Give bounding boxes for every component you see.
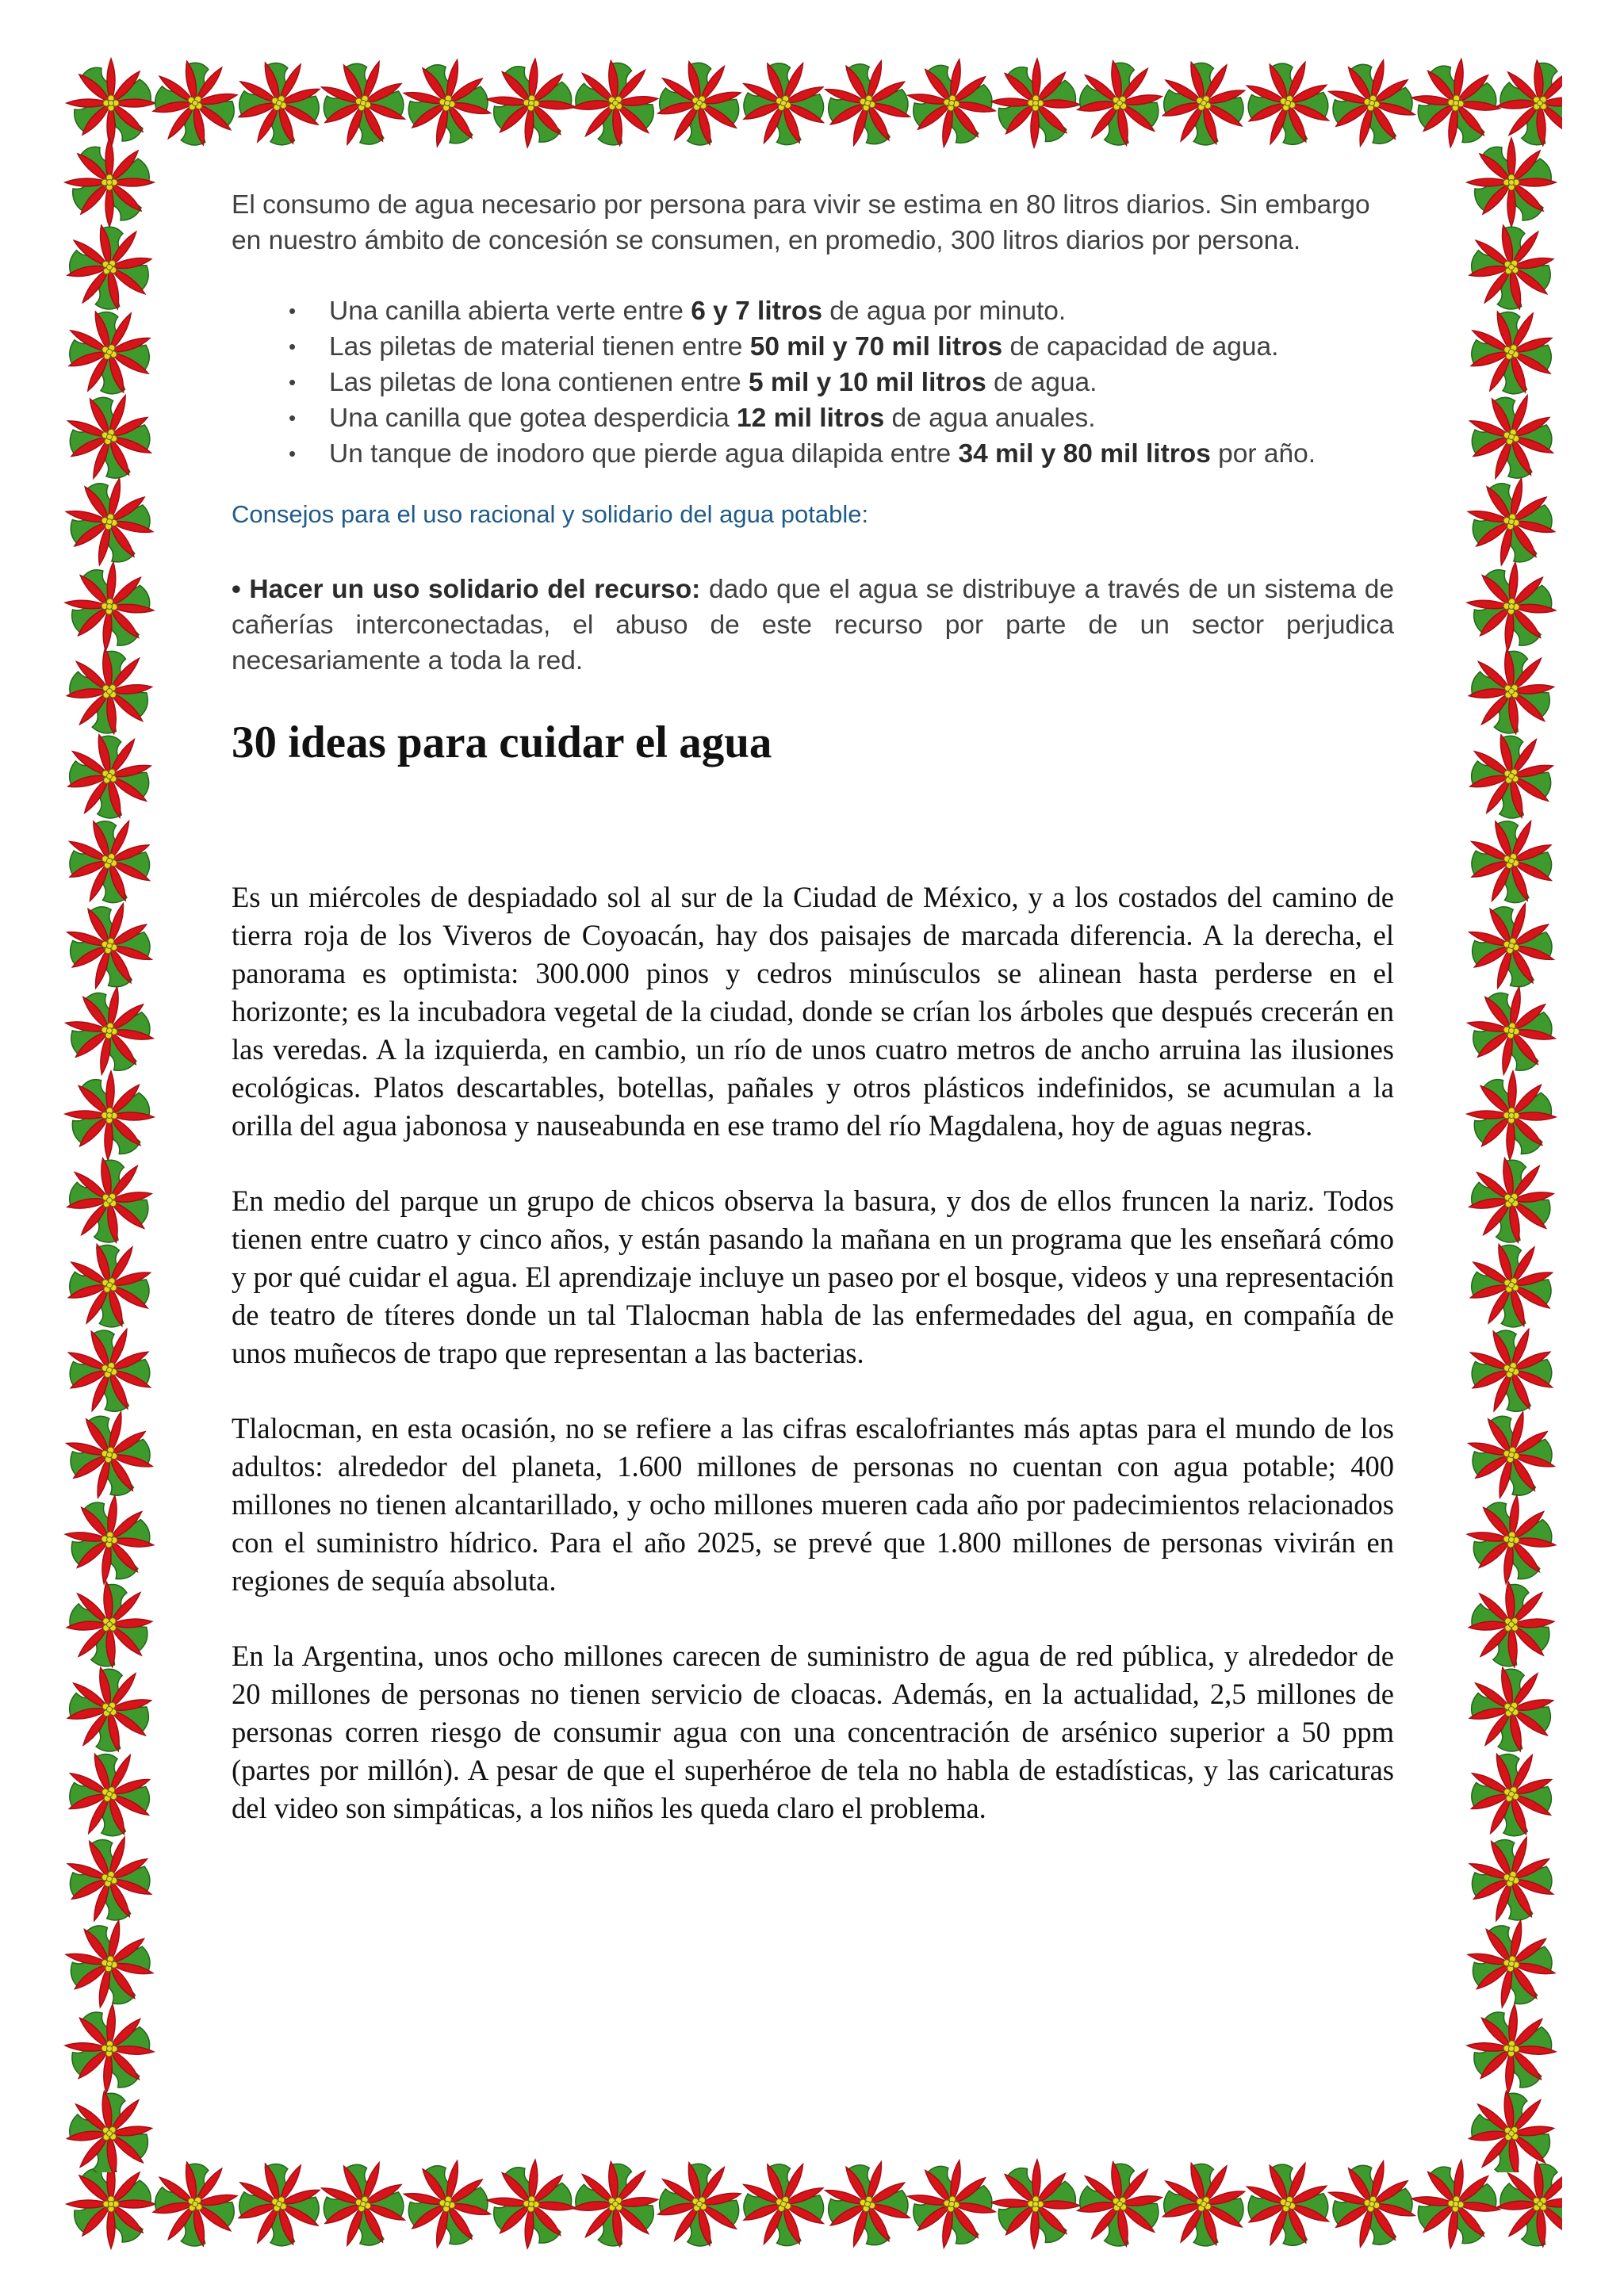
- poinsettia-icon: [1464, 983, 1559, 1078]
- poinsettia-icon: [1464, 1322, 1559, 1418]
- list-item: • Un tanque de inodoro que pierde agua dilapida entre 34 mil y 80 mil litros por año.: [232, 436, 1394, 472]
- decorative-border-right: [1464, 135, 1559, 2172]
- poinsettia-icon: [62, 1238, 157, 1333]
- poinsettia-icon: [736, 55, 831, 151]
- poinsettia-icon: [62, 304, 157, 400]
- poinsettia-icon: [62, 1577, 157, 1672]
- poinsettia-icon: [1464, 1407, 1559, 1502]
- poinsettia-icon: [62, 135, 157, 230]
- poinsettia-icon: [1324, 2156, 1419, 2252]
- poinsettia-icon: [1464, 1662, 1559, 1757]
- list-item: • Las piletas de lona contienen entre 5 mil y 10 mil litros de agua.: [232, 365, 1394, 400]
- poinsettia-icon: [1156, 2156, 1251, 2252]
- poinsettia-icon: [1464, 2001, 1559, 2096]
- poinsettia-icon: [1464, 1747, 1559, 1842]
- poinsettia-icon: [1324, 55, 1419, 151]
- poinsettia-icon: [1464, 729, 1559, 824]
- poinsettia-icon: [62, 1322, 157, 1418]
- poinsettia-icon: [62, 1831, 157, 1927]
- poinsettia-icon: [568, 55, 663, 151]
- poinsettia-icon: [147, 55, 243, 151]
- poinsettia-icon: [1464, 898, 1559, 993]
- poinsettia-icon: [652, 2156, 747, 2252]
- poinsettia-icon: [904, 55, 999, 151]
- poinsettia-icon: [62, 2001, 157, 2096]
- poinsettia-icon: [484, 55, 579, 151]
- poinsettia-icon: [62, 474, 157, 569]
- poinsettia-icon: [62, 2086, 157, 2172]
- poinsettia-icon: [62, 389, 157, 484]
- article-paragraph: Es un miércoles de despiadado sol al sur de la Ciudad de México, y a los costados del camino de tierra roja de los Viveros de Coyoacán, hay dos paisajes de marcada diferencia. A la derecha, el panorama es optimista: 300.000 pinos y cedros minúsculos se alinean hasta perderse en el horizonte; es la incubadora vegetal de la ciudad, donde se crían los árboles que después crecerán en las veredas. A la izquierda, en cambio, un río de unos cuatro metros de ancho arruina las ilusiones ecológicas. Platos descartables, botellas, pañales y otros plásticos indefinidos, se acumulan a la orilla del agua jabonosa y nauseabunda en ese tramo del río Magdalena, hoy de aguas negras.: [232, 881, 1394, 1142]
- poinsettia-icon: [820, 55, 915, 151]
- poinsettia-icon: [147, 2156, 243, 2252]
- poinsettia-icon: [62, 644, 157, 739]
- poinsettia-icon: [62, 1407, 157, 1502]
- bullet-icon: •: [289, 335, 297, 358]
- bullet-icon: •: [289, 406, 297, 430]
- poinsettia-icon: [1240, 55, 1335, 151]
- poinsettia-icon: [1464, 644, 1559, 739]
- poinsettia-icon: [484, 2156, 579, 2252]
- poinsettia-icon: [988, 2156, 1083, 2252]
- poinsettia-icon: [1464, 389, 1559, 484]
- bullet-icon: •: [289, 442, 297, 465]
- poinsettia-icon: [62, 559, 157, 654]
- poinsettia-icon: [1240, 2156, 1335, 2252]
- poinsettia-icon: [1464, 2086, 1559, 2172]
- poinsettia-icon: [62, 220, 157, 315]
- poinsettia-icon: [62, 983, 157, 1078]
- poinsettia-icon: [62, 1153, 157, 1248]
- poinsettia-icon: [232, 2156, 327, 2252]
- poinsettia-icon: [1464, 220, 1559, 315]
- article-paragraph: En medio del parque un grupo de chicos observa la basura, y dos de ellos fruncen la nariz. Todos tienen entre cuatro y cinco años, y están pasando la mañana en un programa que les enseñará cómo y por qué cuidar el agua. El aprendizaje incluye un paseo por el bosque, videos y una representación de teatro de títeres donde un tal Tlalocman habla de las enfermedades del agua, en compañía de unos muñecos de trapo que representan a las bacterias.: [232, 1184, 1394, 1369]
- decorative-border-top: [63, 55, 1562, 151]
- poinsettia-icon: [1464, 1577, 1559, 1672]
- poinsettia-icon: [1464, 1831, 1559, 1927]
- poinsettia-icon: [62, 1916, 157, 2011]
- intro-paragraph: El consumo de agua necesario por persona para vivir se estima en 80 litros diarios. Sin embargo en nuestro ámbito de concesión se consumen, en promedio, 300 litros diarios por persona.: [232, 190, 1370, 255]
- poinsettia-icon: [62, 898, 157, 993]
- poinsettia-icon: [400, 55, 495, 151]
- poinsettia-icon: [736, 2156, 831, 2252]
- list-item: • Una canilla que gotea desperdicia 12 mil litros de agua anuales.: [232, 400, 1394, 436]
- poinsettia-icon: [820, 2156, 915, 2252]
- poinsettia-icon: [62, 729, 157, 824]
- poinsettia-icon: [62, 1492, 157, 1587]
- poinsettia-icon: [1464, 304, 1559, 400]
- poinsettia-icon: [988, 55, 1083, 151]
- poinsettia-icon: [400, 2156, 495, 2252]
- solidarity-tip: • Hacer un uso solidario del recurso: dado que el agua se distribuye a través de un sistema de cañerías interconectadas, el abuso de este recurso por parte de un sector perjudica necesariamente a toda la red.: [232, 575, 1394, 675]
- poinsettia-icon: [316, 55, 411, 151]
- poinsettia-icon: [1464, 135, 1559, 230]
- poinsettia-icon: [1464, 1068, 1559, 1163]
- poinsettia-icon: [62, 1068, 157, 1163]
- poinsettia-icon: [1156, 55, 1251, 151]
- poinsettia-icon: [652, 55, 747, 151]
- poinsettia-icon: [62, 813, 157, 909]
- decorative-border-left: [62, 135, 157, 2172]
- poinsettia-icon: [1072, 55, 1167, 151]
- poinsettia-icon: [1464, 1238, 1559, 1333]
- article-paragraph: En la Argentina, unos ocho millones carecen de suministro de agua de red pública, y alrededor de 20 millones de personas no tienen servicio de cloacas. Además, en la actualidad, 2,5 millones de personas corren riesgo de consumir agua con una concentración de arsénico superior a 50 ppm (partes por millón). A pesar de que el superhéroe de tela no habla de estadísticas, y las caricaturas del video son simpáticas, a los niños les queda claro el problema.: [232, 1640, 1394, 1824]
- tips-heading: Consejos para el uso racional y solidario del agua potable:: [232, 500, 869, 528]
- poinsettia-icon: [1464, 1153, 1559, 1248]
- article-paragraph: Tlalocman, en esta ocasión, no se refiere a las cifras escalofriantes más aptas para el mundo de los adultos: alrededor del planeta, 1.600 millones de personas no cuentan con agua potable; 400 millones no tienen alcantarillado, y ocho millones mueren cada año por padecimientos relacionados con el suministro hídrico. Para el año 2025, se prevé que 1.800 millones de personas vivirán en regiones de sequía absoluta.: [232, 1412, 1394, 1597]
- poinsettia-icon: [62, 1747, 157, 1842]
- page-content: [232, 187, 1394, 1827]
- decorative-border-bottom: [63, 2156, 1562, 2252]
- poinsettia-icon: [1072, 2156, 1167, 2252]
- water-facts-list: [232, 293, 1394, 472]
- poinsettia-icon: [316, 2156, 411, 2252]
- poinsettia-icon: [904, 2156, 999, 2252]
- poinsettia-icon: [232, 55, 327, 151]
- poinsettia-icon: [1464, 813, 1559, 909]
- poinsettia-icon: [568, 2156, 663, 2252]
- bullet-icon: •: [289, 370, 297, 394]
- list-item: • Las piletas de material tienen entre 50 mil y 70 mil litros de capacidad de agua.: [232, 329, 1394, 365]
- poinsettia-icon: [1464, 1492, 1559, 1587]
- bullet-icon: •: [289, 299, 297, 323]
- poinsettia-icon: [1464, 1916, 1559, 2011]
- poinsettia-icon: [1464, 559, 1559, 654]
- list-item: • Una canilla abierta verte entre 6 y 7 litros de agua por minuto.: [232, 293, 1394, 329]
- article-title: 30 ideas para cuidar el agua: [232, 718, 772, 767]
- poinsettia-icon: [1464, 474, 1559, 569]
- poinsettia-icon: [62, 1662, 157, 1757]
